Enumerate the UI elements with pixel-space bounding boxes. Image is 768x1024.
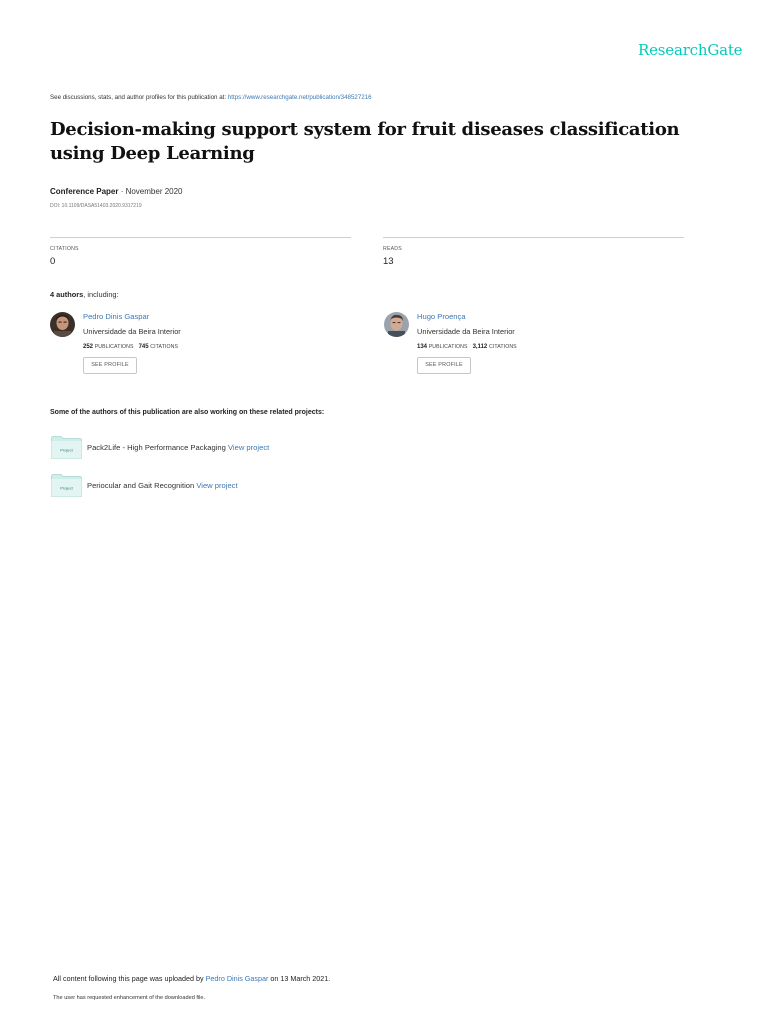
researchgate-logo[interactable]: ResearchGate (638, 41, 743, 59)
paper-type: Conference Paper (50, 187, 119, 196)
project-badge: Project (60, 447, 73, 453)
project-folder-icon (51, 474, 82, 497)
author-stats (417, 343, 517, 352)
view-project-link[interactable]: View project (228, 443, 270, 452)
discussion-line (50, 94, 372, 101)
author-info (417, 312, 517, 374)
publication-url-link[interactable]: https://www.researchgate.net/publication/348527216 (227, 94, 372, 101)
paper-doi: DOI: 10.1109/DASA51403.2020.9317219 (50, 203, 142, 209)
author-publications-label: PUBLICATIONS (94, 344, 134, 350)
citations-stat (50, 237, 351, 267)
reads-label: READS (383, 246, 402, 252)
avatar-photo-icon (50, 312, 75, 337)
project-name: Pack2Life - High Performance Packaging (87, 443, 226, 452)
author-publications-count: 252 (83, 344, 94, 350)
authors-count: 4 authors (50, 290, 84, 299)
paper-title: Decision-making support system for fruit diseases classification using Deep Learning (50, 119, 680, 164)
project-text (87, 443, 269, 452)
uploader-link[interactable]: Pedro Dinis Gaspar (205, 974, 269, 983)
author-citations-label: CITATIONS (150, 344, 179, 350)
author-stats (83, 343, 181, 352)
author-publications-label: PUBLICATIONS (428, 344, 468, 350)
avatar[interactable] (384, 312, 409, 337)
author-citations-count: 745 (138, 344, 149, 350)
author-name-link[interactable]: Hugo Proença (417, 312, 466, 321)
enhancement-note: The user has requested enhancement of the downloaded file. (53, 995, 206, 1001)
project-badge: Project (60, 485, 73, 491)
author-institution: Universidade da Beira Interior (417, 327, 515, 336)
paper-meta (50, 187, 183, 196)
see-profile-button[interactable]: SEE PROFILE (417, 357, 471, 374)
paper-date: November 2020 (125, 187, 183, 196)
reads-stat (383, 237, 684, 267)
see-profile-button[interactable]: SEE PROFILE (83, 357, 137, 374)
project-text (87, 481, 238, 490)
citations-label: CITATIONS (50, 246, 79, 252)
author-publications-count: 134 (417, 344, 428, 350)
author-name-link[interactable]: Pedro Dinis Gaspar (83, 312, 150, 321)
upload-note (53, 974, 330, 983)
related-projects-header: Some of the authors of this publication are also working on these related projects: (50, 409, 325, 416)
reads-value: 13 (383, 256, 394, 267)
authors-header (50, 290, 119, 299)
meta-separator: · (118, 187, 126, 196)
project-folder-icon (51, 436, 82, 459)
view-project-link[interactable]: View project (196, 481, 238, 490)
authors-suffix: , including: (83, 290, 119, 299)
upload-suffix: on 13 March 2021. (268, 974, 331, 983)
citations-value: 0 (50, 256, 56, 267)
avatar-photo-icon (384, 312, 409, 337)
author-info (83, 312, 181, 374)
avatar[interactable] (50, 312, 75, 337)
author-citations-count: 3,112 (472, 344, 488, 350)
upload-prefix: All content following this page was uploaded by (53, 974, 206, 983)
author-citations-label: CITATIONS (488, 344, 517, 350)
discussion-text: See discussions, stats, and author profiles for this publication at: (50, 94, 228, 101)
project-name: Periocular and Gait Recognition (87, 481, 195, 490)
author-institution: Universidade da Beira Interior (83, 327, 181, 336)
